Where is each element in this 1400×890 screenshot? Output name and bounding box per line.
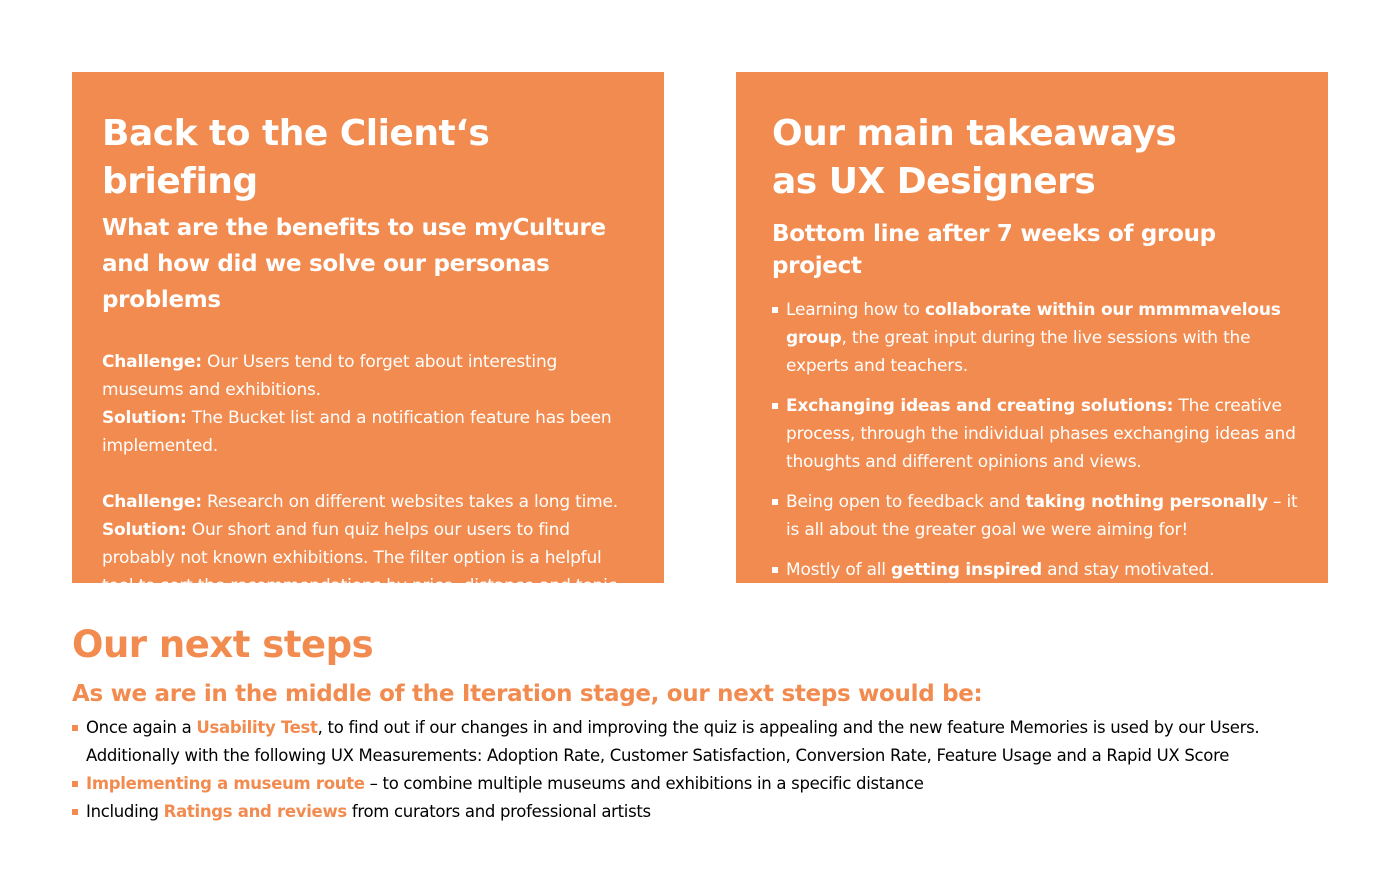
challenge-paragraph [102,348,634,404]
challenge-text: Our Users tend to forget about interesting museums and exhibitions. [102,352,558,400]
next-steps-title: Our next steps [72,623,374,666]
takeaways-subtitle: Bottom line after 7 weeks of group project [772,221,1216,279]
step-text: , to find out if our changes in and improving the quiz is appealing and the new feature Memories is used by our Users. Additionally with the following UX Measurements: Adoption Rate, Customer Satisfaction, Conversion Rate, Feature Usage and a Rapid UX Score [86,718,1260,765]
challenge-solution-group [102,488,634,600]
square-bullet-icon [772,403,778,409]
takeaway-bold-text: Exchanging ideas and creating solutions: [786,396,1174,416]
square-bullet-icon [72,781,78,787]
list-item [772,296,1300,380]
challenge-label: Challenge: [102,492,202,512]
list-item [72,798,1328,826]
square-bullet-icon [772,567,778,573]
next-steps-subtitle: As we are in the middle of the Iteration stage, our next steps would be: [72,681,983,707]
solution-paragraph [102,516,634,600]
challenge-paragraph [102,488,634,516]
takeaway-bold-text: taking nothing personally [1025,492,1268,512]
solution-paragraph [102,404,634,460]
takeaways-title-line: Our main takeaways [772,113,1177,154]
takeaways-title-line: as UX Designers [772,161,1096,202]
takeaway-text: , the great input during the live sessions with the experts and teachers. [786,328,1251,376]
solution-text: Our short and fun quiz helps our users to find probably not known exhibitions. The filter option is a helpful tool to sort the recommendations by price, distance and topic. [102,520,623,596]
square-bullet-icon [772,499,778,505]
client-briefing-card [72,72,664,596]
step-highlight: Usability Test [196,718,318,737]
step-text: Once again a [86,718,197,737]
takeaway-bold-text: collaborate within our mmmmavelous group [786,300,1281,348]
takeaway-text: Being open to feedback and [786,492,1026,512]
next-steps-section [72,620,1328,826]
takeaway-text: Mostly of all [786,560,892,580]
takeaway-text: and stay motivated. [1041,560,1215,580]
solution-text: The Bucket list and a notification feature has been implemented. [102,408,612,456]
takeaways-list [772,296,1300,584]
list-item [72,714,1328,770]
challenge-label: Challenge: [102,352,202,372]
next-steps-list [72,714,1328,826]
takeaway-text: The creative process, through the individual phases exchanging ideas and thoughts and different opinions and views. [786,396,1296,472]
takeaway-text: – it is all about the greater goal we were aiming for! [786,492,1298,540]
list-item [772,556,1300,584]
takeaways-title [772,110,1300,206]
square-bullet-icon [72,725,78,731]
step-highlight: Implementing a museum route [86,774,365,793]
step-text: – to combine multiple museums and exhibitions in a specific distance [364,774,924,793]
step-text: Including [86,802,164,821]
challenge-solution-group [102,348,634,460]
solution-label: Solution: [102,520,187,540]
client-briefing-title: Back to the Client‘s briefing [102,113,490,202]
list-item [772,392,1300,476]
step-text: from curators and professional artists [346,802,651,821]
list-item [772,488,1300,544]
list-item [72,770,1328,798]
square-bullet-icon [772,307,778,313]
client-briefing-subtitle: What are the benefits to use myCulture and how did we solve our personas problems [102,215,606,313]
takeaways-card [736,72,1328,583]
solution-label: Solution: [102,408,187,428]
challenge-text: Research on different websites takes a long time. [201,492,618,512]
takeaway-bold-text: getting inspired [891,560,1042,580]
takeaway-text: Learning how to [786,300,925,320]
step-highlight: Ratings and reviews [163,802,347,821]
square-bullet-icon [72,809,78,815]
